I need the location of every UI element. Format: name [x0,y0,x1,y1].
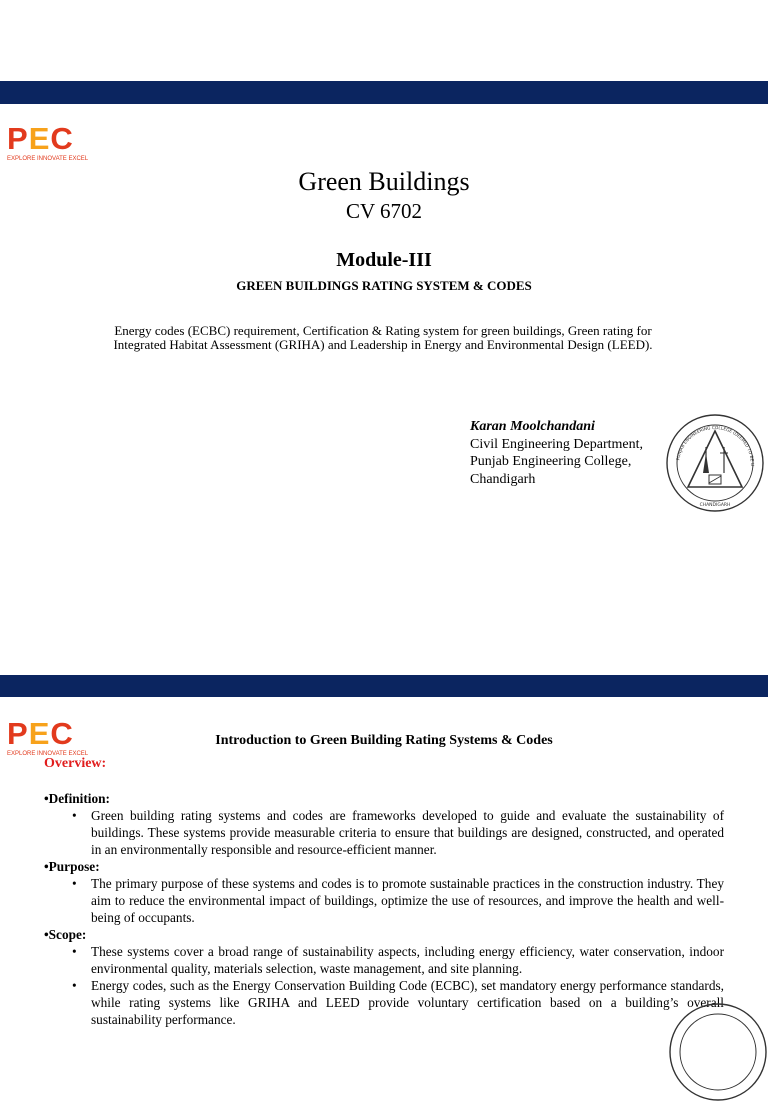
list-item: • These systems cover a broad range of sustainability aspects, including energy efficiency, water conservation, indoor environmental quality, materials selection, waste management, and site planning. [72,944,724,976]
college-seal-icon [665,413,765,513]
list-item: • The primary purpose of these systems and codes is to promote sustainable practices in the construction industry. They aim to reduce the environmental impact of buildings, optimize the use of resources, and improve the health and well-being of occupants. [72,876,724,925]
scope-heading: •Scope: [44,927,87,942]
overview-label: Overview: [44,756,107,771]
list-item: • Energy codes, such as the Energy Conservation Building Code (ECBC), set mandatory energy performance standards, while rating systems like GRIHA and LEED provide voluntary certification based on a building’s overall sustainability performance. [72,978,724,1027]
svg-text:PUNJAB ENGINEERING COLLEGE (DE: PUNJAB ENGINEERING COLLEGE (DEEMED TO BE U [676,425,755,467]
purpose-heading: •Purpose: [44,859,100,874]
logo-wordmark: PEC [7,716,74,751]
module-subtitle: GREEN BUILDINGS RATING SYSTEM & CODES [236,278,532,293]
definition-heading: •Definition: [44,791,110,806]
overview-content [44,790,724,1028]
header-band [0,675,768,697]
author-city: Chandigarh [470,471,536,487]
slide-title: Introduction to Green Building Rating Systems & Codes [215,733,553,748]
author-name: Karan Moolchandani [470,419,595,434]
page-title: Green Buildings [298,167,470,196]
logo-tagline: EXPLORE INNOVATE EXCEL [7,751,89,757]
author-department: Civil Engineering Department, [470,436,644,452]
logo-wordmark: PEC [7,121,74,156]
module-label: Module-III [336,249,432,271]
course-code: CV 6702 [345,199,423,223]
pec-logo [7,121,97,162]
module-description: Energy codes (ECBC) requirement, Certification & Rating system for green buildings, Green rating for Integrated Habitat Assessment (GRIHA) and Leadership in Energy and Environmental Design (LEED). [113,323,653,352]
svg-text:CHANDIGARH: CHANDIGARH [699,503,731,508]
college-seal-icon [668,1002,768,1102]
author-college: Punjab Engineering College, [470,454,632,469]
logo-tagline: EXPLORE INNOVATE EXCEL [7,156,89,162]
list-item: • Green building rating systems and codes are frameworks developed to guide and evaluate the sustainability of buildings. These systems provide measurable criteria to ensure that buildings are designed, constructed, and operated in an environmentally responsible and resource-efficient manner. [72,808,724,857]
header-band [0,81,768,104]
author-block [470,418,643,488]
